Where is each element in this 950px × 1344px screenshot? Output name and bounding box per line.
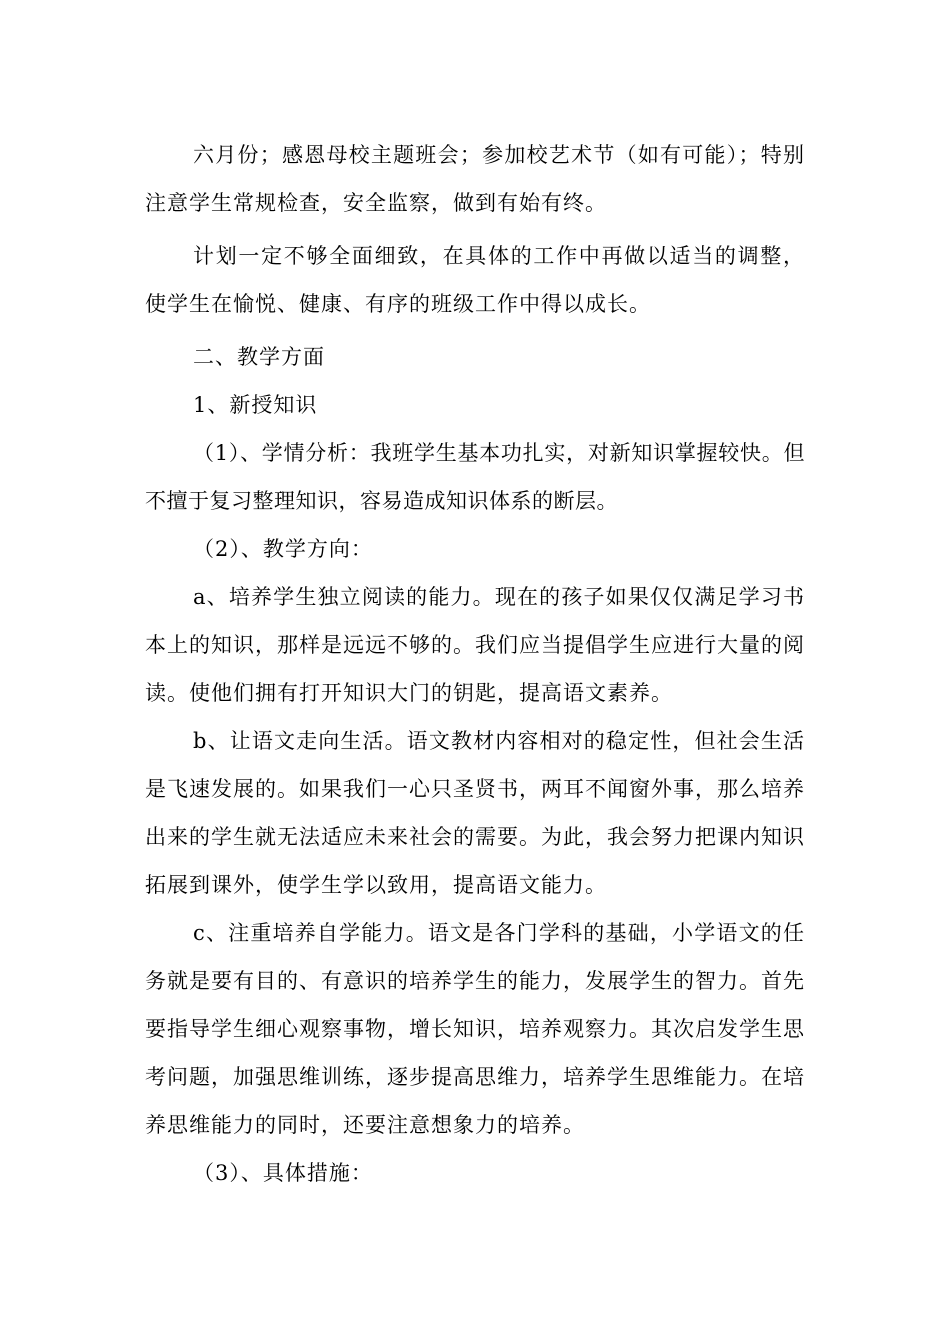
paragraph-june-plan: 六月份；感恩母校主题班会；参加校艺术节（如有可能）；特别注意学生常规检查，安全监察，做到有始有终。 [145, 143, 805, 215]
heading-new-knowledge: 1、新授知识 [193, 393, 318, 417]
paragraph-item-c: c、注重培养自学能力。语文是各门学科的基础，小学语文的任务就是要有目的、有意识的培养学生的能力，发展学生的智力。首先要指导学生细心观察事物，增长知识，培养观察力。其次启发学生思考问题，加强思维训练，逐步提高思维力，培养学生思维能力。在培养思维能力的同时，还要注意想象力的培养。 [145, 921, 805, 1137]
heading-specific-measures: （3）、具体措施： [193, 1161, 373, 1185]
heading-teaching-direction: （2）、教学方向： [193, 537, 373, 561]
document-body [145, 131, 805, 1197]
paragraph-item-a: a、培养学生独立阅读的能力。现在的孩子如果仅仅满足学习书本上的知识，那样是远远不够的。我们应当提倡学生应进行大量的阅读。使他们拥有打开知识大门的钥匙，提高语文素养。 [145, 585, 805, 705]
heading-teaching: 二、教学方面 [193, 345, 325, 369]
paragraph-plan-note: 计划一定不够全面细致，在具体的工作中再做以适当的调整，使学生在愉悦、健康、有序的班级工作中得以成长。 [145, 244, 805, 316]
paragraph-learning-analysis: （1）、学情分析：我班学生基本功扎实，对新知识掌握较快。但不擅于复习整理知识，容易造成知识体系的断层。 [145, 441, 805, 513]
paragraph-item-b: b、让语文走向生活。语文教材内容相对的稳定性，但社会生活是飞速发展的。如果我们一心只圣贤书，两耳不闻窗外事，那么培养出来的学生就无法适应未来社会的需要。为此，我会努力把课内知识拓展到课外，使学生学以致用，提高语文能力。 [145, 729, 805, 897]
